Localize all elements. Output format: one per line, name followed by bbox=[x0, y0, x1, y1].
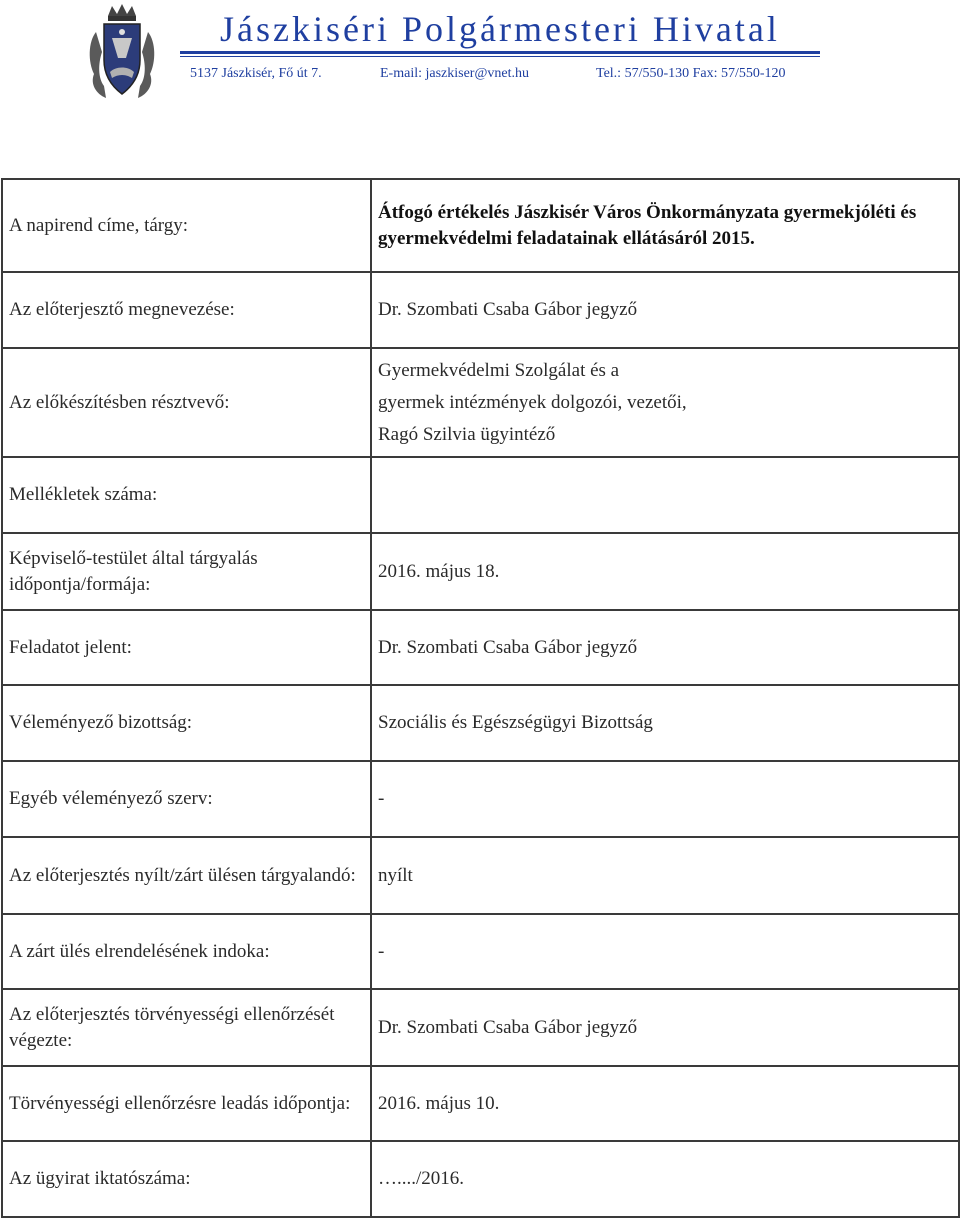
presenter-value: Dr. Szombati Csaba Gábor jegyző bbox=[371, 272, 959, 348]
header-rule-thick bbox=[180, 51, 820, 54]
table-row-session-type bbox=[2, 837, 959, 914]
header-rule-thin bbox=[180, 56, 820, 57]
legality-check-value: Dr. Szombati Csaba Gábor jegyző bbox=[371, 989, 959, 1066]
row-label: A zárt ülés elrendelésének indoka: bbox=[2, 914, 371, 989]
agenda-title-value: Átfogó értékelés Jászkisér Város Önkormányzata gyermekjóléti és gyermekvédelmi feladatainak ellátásáról 2015. bbox=[371, 179, 959, 272]
closed-reason-value: - bbox=[371, 914, 959, 989]
participants-line: gyermek intézmények dolgozói, vezetői, bbox=[378, 391, 687, 413]
table-row-meeting-date bbox=[2, 533, 959, 610]
office-phone: Tel.: 57/550-130 Fax: 57/550-120 bbox=[596, 66, 786, 81]
row-label: Az előterjesztés törvényességi ellenőrzését végezte: bbox=[2, 989, 371, 1066]
attachments-value bbox=[371, 457, 959, 533]
table-row-other-body bbox=[2, 761, 959, 837]
row-label: Az előkészítésben résztvevő: bbox=[2, 348, 371, 457]
agenda-sheet-table bbox=[1, 178, 960, 1218]
table-row-submission-date bbox=[2, 1066, 959, 1141]
table-row-committee bbox=[2, 685, 959, 761]
office-email: E-mail: jaszkiser@vnet.hu bbox=[380, 66, 529, 81]
row-label: Mellékletek száma: bbox=[2, 457, 371, 533]
committee-value: Szociális és Egészségügyi Bizottság bbox=[371, 685, 959, 761]
other-body-value: - bbox=[371, 761, 959, 837]
row-label: Véleményező bizottság: bbox=[2, 685, 371, 761]
row-label: Egyéb véleményező szerv: bbox=[2, 761, 371, 837]
table-row-legality-check bbox=[2, 989, 959, 1066]
file-number-value: …..../2016. bbox=[371, 1141, 959, 1217]
table-row-task bbox=[2, 610, 959, 685]
row-label: Az ügyirat iktatószáma: bbox=[2, 1141, 371, 1217]
meeting-date-value: 2016. május 18. bbox=[371, 533, 959, 610]
row-label: Törvényességi ellenőrzésre leadás időpontja: bbox=[2, 1066, 371, 1141]
table-row-agenda-title bbox=[2, 179, 959, 272]
table-row-participants bbox=[2, 348, 959, 457]
table-row-file-number bbox=[2, 1141, 959, 1217]
participants-line: Gyermekvédelmi Szolgálat és a bbox=[378, 359, 620, 381]
letterhead bbox=[0, 0, 960, 110]
office-address: 5137 Jászkisér, Fő út 7. bbox=[190, 66, 322, 81]
coat-of-arms-icon bbox=[86, 2, 158, 102]
table-row-closed-reason bbox=[2, 914, 959, 989]
row-label: A napirend címe, tárgy: bbox=[2, 179, 371, 272]
session-type-value: nyílt bbox=[371, 837, 959, 914]
row-label: Feladatot jelent: bbox=[2, 610, 371, 685]
row-label: Az előterjesztő megnevezése: bbox=[2, 272, 371, 348]
table-row-presenter bbox=[2, 272, 959, 348]
office-name: Jászkiséri Polgármesteri Hivatal bbox=[220, 9, 780, 49]
table-row-attachments bbox=[2, 457, 959, 533]
row-label: Képviselő-testület által tárgyalás időpontja/formája: bbox=[2, 533, 371, 610]
row-label: Az előterjesztés nyílt/zárt ülésen tárgyalandó: bbox=[2, 837, 371, 914]
task-value: Dr. Szombati Csaba Gábor jegyző bbox=[371, 610, 959, 685]
submission-date-value: 2016. május 10. bbox=[371, 1066, 959, 1141]
participants-line: Ragó Szilvia ügyintéző bbox=[378, 423, 556, 445]
participants-value bbox=[371, 348, 959, 457]
